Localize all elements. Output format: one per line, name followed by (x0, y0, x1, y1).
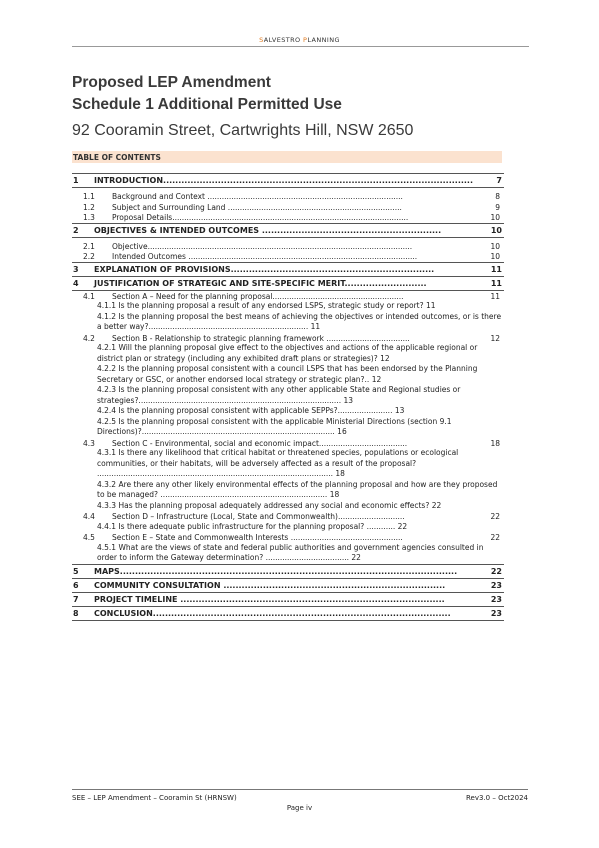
toc-heading: TABLE OF CONTENTS (73, 153, 161, 162)
toc-entry-4-3-2[interactable]: 4.3.2 Are there any other likely environmental effects of the planning proposal and how are they proposed to be managed? ...................................................................... 18 (97, 479, 498, 499)
site-address: 92 Cooramin Street, Cartwrights Hill, NSW 2650 (72, 122, 414, 139)
toc-section-1[interactable]: 1 INTRODUCTION...................................................................................................... 7 (72, 173, 504, 188)
footer-revision: Rev3.0 – Oct2024 (466, 794, 528, 802)
toc-entry-4-2-1[interactable]: 4.2.1 Will the planning proposal give effect to the objectives and actions of the applicable regional or district plan or strategy (including any exhibited draft plans or strategies)? 12 (97, 343, 478, 363)
toc-entry-1-1[interactable]: 1.1 Background and Context .................................................................................. 8 (83, 192, 500, 201)
toc-section-4-entries (72, 291, 504, 564)
toc-entry-4-3-3[interactable]: 4.3.3 Has the planning proposal adequately addressed any social and economic effects? 22 (97, 500, 442, 510)
toc-section-6[interactable]: 6 COMMUNITY CONSULTATION ......................................................................... 23 (72, 579, 504, 593)
footer-document-ref: SEE – LEP Amendment – Cooramin St (HRNSW) (72, 794, 237, 802)
document-title: Proposed LEP Amendment (72, 74, 271, 91)
document-subtitle: Schedule 1 Additional Permitted Use (72, 96, 342, 113)
toc-section-2[interactable]: 2 OBJECTIVES & INTENDED OUTCOMES ........................................................... 10 (72, 223, 504, 238)
running-header: SALVESTRO PLANNING (259, 36, 340, 44)
footer-rule (72, 789, 528, 790)
toc-entry-2-1[interactable]: 2.1 Objective............................................................................................................... 10 (83, 241, 500, 251)
toc-section-8[interactable]: 8 CONCLUSION.................................................................................................. 23 (72, 607, 504, 621)
toc-entry-4-3[interactable]: 4.3 Section C - Environmental, social and economic impact..................................... 18 (83, 438, 500, 448)
table-of-contents (72, 173, 504, 621)
toc-section-5[interactable]: 5 MAPS............................................................................................................... 22 (72, 564, 504, 579)
toc-entry-4-1-2[interactable]: 4.1.2 Is the planning proposal the best means of achieving the objectives or intended outcomes, or is there a better way?................................................................... 11 (97, 311, 502, 331)
toc-entry-4-5-1[interactable]: 4.5.1 What are the views of state and federal public authorities and government agencies consulted in order to inform the Gateway determination? ................................... 22 (97, 542, 484, 562)
toc-entry-4-2[interactable]: 4.2 Section B - Relationship to strategic planning framework ................................... 12 (83, 333, 500, 343)
toc-entry-4-2-4[interactable]: 4.2.4 Is the planning proposal consistent with applicable SEPPs?....................... 13 (97, 406, 405, 415)
toc-entry-1-2[interactable]: 1.2 Subject and Surrounding Land ......................................................................... 9 (83, 202, 500, 212)
toc-entry-4-1[interactable]: 4.1 Section A – Need for the planning proposal....................................................... 11 (83, 291, 500, 301)
toc-entry-1-3[interactable]: 1.3 Proposal Details................................................................................................... 10 (83, 213, 500, 222)
toc-entry-4-2-5[interactable]: 4.2.5 Is the planning proposal consistent with the applicable Ministerial Directions (section 9.1 Directions)?................................................................................. 16 (97, 416, 452, 436)
toc-section-7[interactable]: 7 PROJECT TIMELINE ....................................................................................... 23 (72, 593, 504, 607)
toc-section-3[interactable]: 3 EXPLANATION OF PROVISIONS................................................................... 11 (72, 262, 504, 277)
toc-entry-4-2-2[interactable]: 4.2.2 Is the planning proposal consistent with a council LSPS that has been endorsed by the Planning Secretary or GSC, or another endorsed local strategy or strategic plan?.. 12 (97, 364, 478, 384)
toc-entry-4-1-1[interactable]: 4.1.1 Is the planning proposal a result of any endorsed LSPS, strategic study or report? 11 (97, 301, 436, 310)
header-rule (72, 46, 529, 47)
toc-section-4[interactable]: 4 JUSTIFICATION OF STRATEGIC AND SITE-SPECIFIC MERIT........................... 11 (72, 277, 504, 291)
toc-entry-2-2[interactable]: 2.2 Intended Outcomes ................................................................................................ 10 (83, 252, 500, 261)
toc-entry-4-4-1[interactable]: 4.4.1 Is there adequate public infrastructure for the planning proposal? ............ 22 (97, 521, 408, 531)
toc-entry-4-4[interactable]: 4.4 Section D – Infrastructure (Local, State and Commonwealth)............................ 22 (83, 512, 500, 521)
toc-entry-4-3-1[interactable]: 4.3.1 Is there any likelihood that critical habitat or threatened species, populations or ecological communities, or their habitats, will be adversely affected as a result of the proposal? ................................................................................................... 18 (97, 448, 459, 478)
page-number: Page iv (286, 804, 313, 812)
toc-entry-4-5[interactable]: 4.5 Section E – State and Commonwealth Interests ............................................... 22 (83, 533, 500, 542)
toc-entry-4-2-3[interactable]: 4.2.3 Is the planning proposal consistent with any other applicable State and Regional studies or strategies?..................................................................................... 13 (97, 385, 461, 405)
